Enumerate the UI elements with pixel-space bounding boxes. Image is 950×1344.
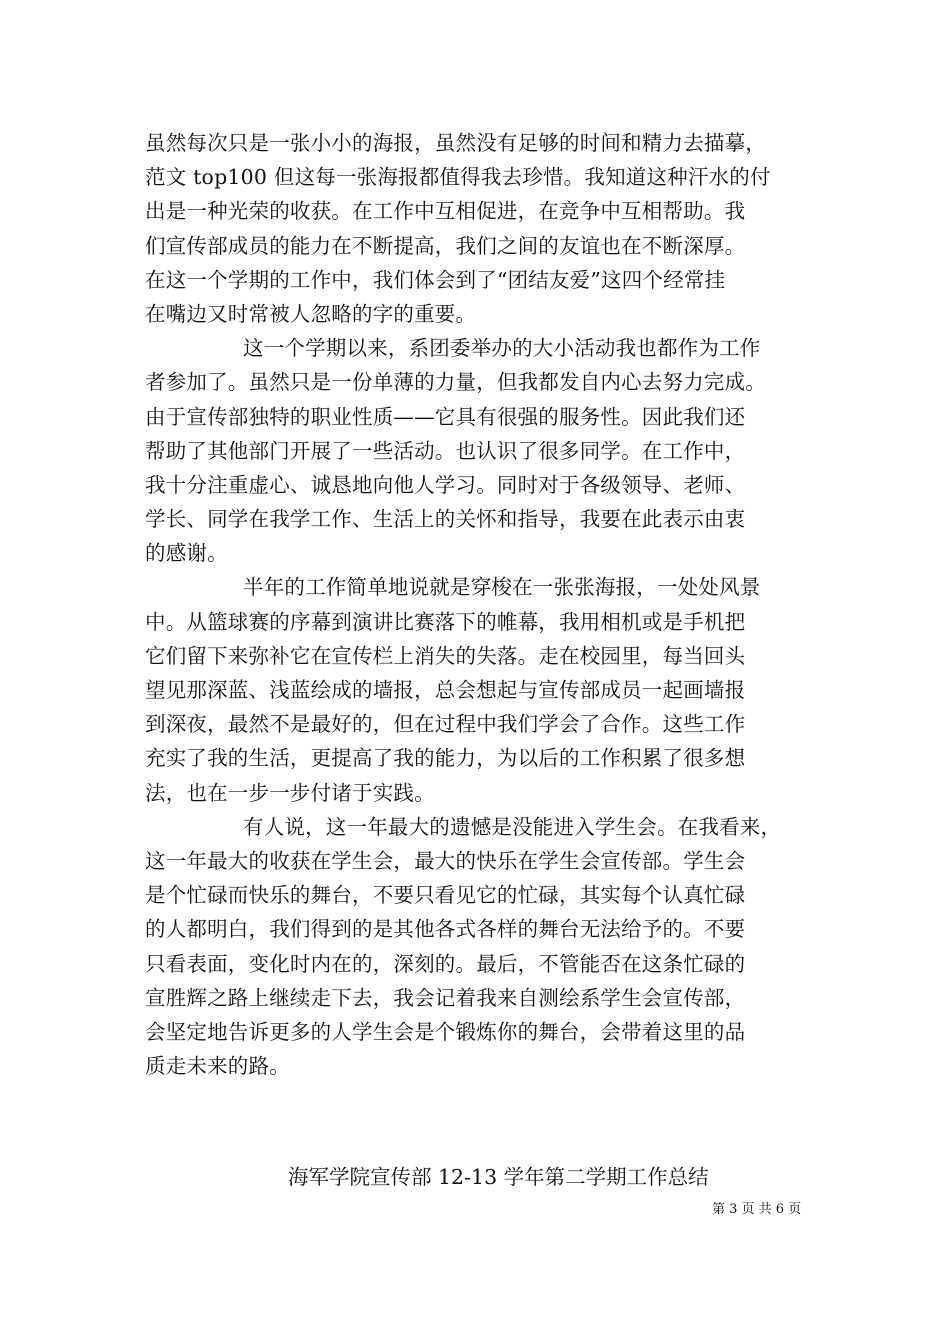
paragraph-line: 这一个学期以来，系团委举办的大小活动我也都作为工作 <box>243 336 761 361</box>
paragraph-line: 在嘴边又时常被人忽略的字的重要。 <box>145 301 477 326</box>
paragraph-line: 帮助了其他部门开展了一些活动。也认识了很多同学。在工作中， <box>145 438 746 463</box>
document-body <box>145 126 835 1083</box>
paragraph <box>145 126 835 331</box>
paragraph-line: 范文 top100 但这每一张海报都值得我去珍惜。我知道这种汗水的付 <box>145 165 771 190</box>
paragraph-line: 虽然每次只是一张小小的海报，虽然没有足够的时间和精力去描摹， <box>145 131 766 155</box>
paragraph <box>145 570 835 809</box>
paragraph <box>145 810 835 1084</box>
paragraph-line: 在这一个学期的工作中，我们体会到了“团结友爱”这四个经常挂 <box>145 267 726 292</box>
paragraph-line: 们宣传部成员的能力在不断提高，我们之间的友谊也在不断深厚。 <box>145 233 746 258</box>
paragraph-line: 半年的工作简单地说就是穿梭在一张张海报，一处处风景 <box>243 575 761 600</box>
paragraph-line: 到深夜，最然不是最好的，但在过程中我们学会了合作。这些工作 <box>145 712 746 737</box>
closing-title: 海军学院宣传部 12-13 学年第二学期工作总结 <box>288 1165 709 1189</box>
paragraph-line: 学长、同学在我学工作、生活上的关怀和指导，我要在此表示由衷 <box>145 507 746 532</box>
paragraph-line: 的感谢。 <box>145 541 228 566</box>
paragraph-line: 宣胜辉之路上继续走下去，我会记着我来自测绘系学生会宣传部， <box>145 985 746 1010</box>
paragraph-line: 质走未来的路。 <box>145 1054 290 1079</box>
paragraph-line: 中。从篮球赛的序幕到演讲比赛落下的帷幕，我用相机或是手机把 <box>145 609 746 634</box>
paragraph <box>145 331 835 570</box>
paragraph-line: 充实了我的生活，更提高了我的能力，为以后的工作积累了很多想 <box>145 746 746 771</box>
paragraph-line: 它们留下来弥补它在宣传栏上消失的失落。走在校园里，每当回头 <box>145 643 746 668</box>
paragraph-line: 望见那深蓝、浅蓝绘成的墙报，总会想起与宣传部成员一起画墙报 <box>145 678 746 702</box>
paragraph-line: 者参加了。虽然只是一份单薄的力量，但我都发自内心去努力完成。 <box>145 370 766 395</box>
paragraph-line: 只看表面，变化时内在的，深刻的。最后，不管能否在这条忙碌的 <box>145 951 746 976</box>
paragraph-line: 的人都明白，我们得到的是其他各式各样的舞台无法给予的。不要 <box>145 917 746 942</box>
page-number-footer: 第 3 页 共 6 页 <box>712 1202 802 1217</box>
paragraph-line: 会坚定地告诉更多的人学生会是个锻炼你的舞台，会带着这里的品 <box>145 1019 746 1044</box>
paragraph-line: 这一年最大的收获在学生会，最大的快乐在学生会宣传部。学生会 <box>145 848 746 873</box>
paragraph-line: 是个忙碌而快乐的舞台，不要只看见它的忙碌，其实每个认真忙碌 <box>145 883 746 908</box>
paragraph-line: 法，也在一步一步付诸于实践。 <box>145 780 435 805</box>
paragraph-line: 由于宣传部独特的职业性质——它具有很强的服务性。因此我们还 <box>145 404 746 429</box>
paragraph-line: 有人说，这一年最大的遗憾是没能进入学生会。在我看来， <box>243 814 782 839</box>
paragraph-line: 出是一种光荣的收获。在工作中互相促进，在竞争中互相帮助。我 <box>145 199 746 224</box>
paragraph-line: 我十分注重虚心、诚恳地向他人学习。同时对于各级领导、老师、 <box>145 472 746 497</box>
